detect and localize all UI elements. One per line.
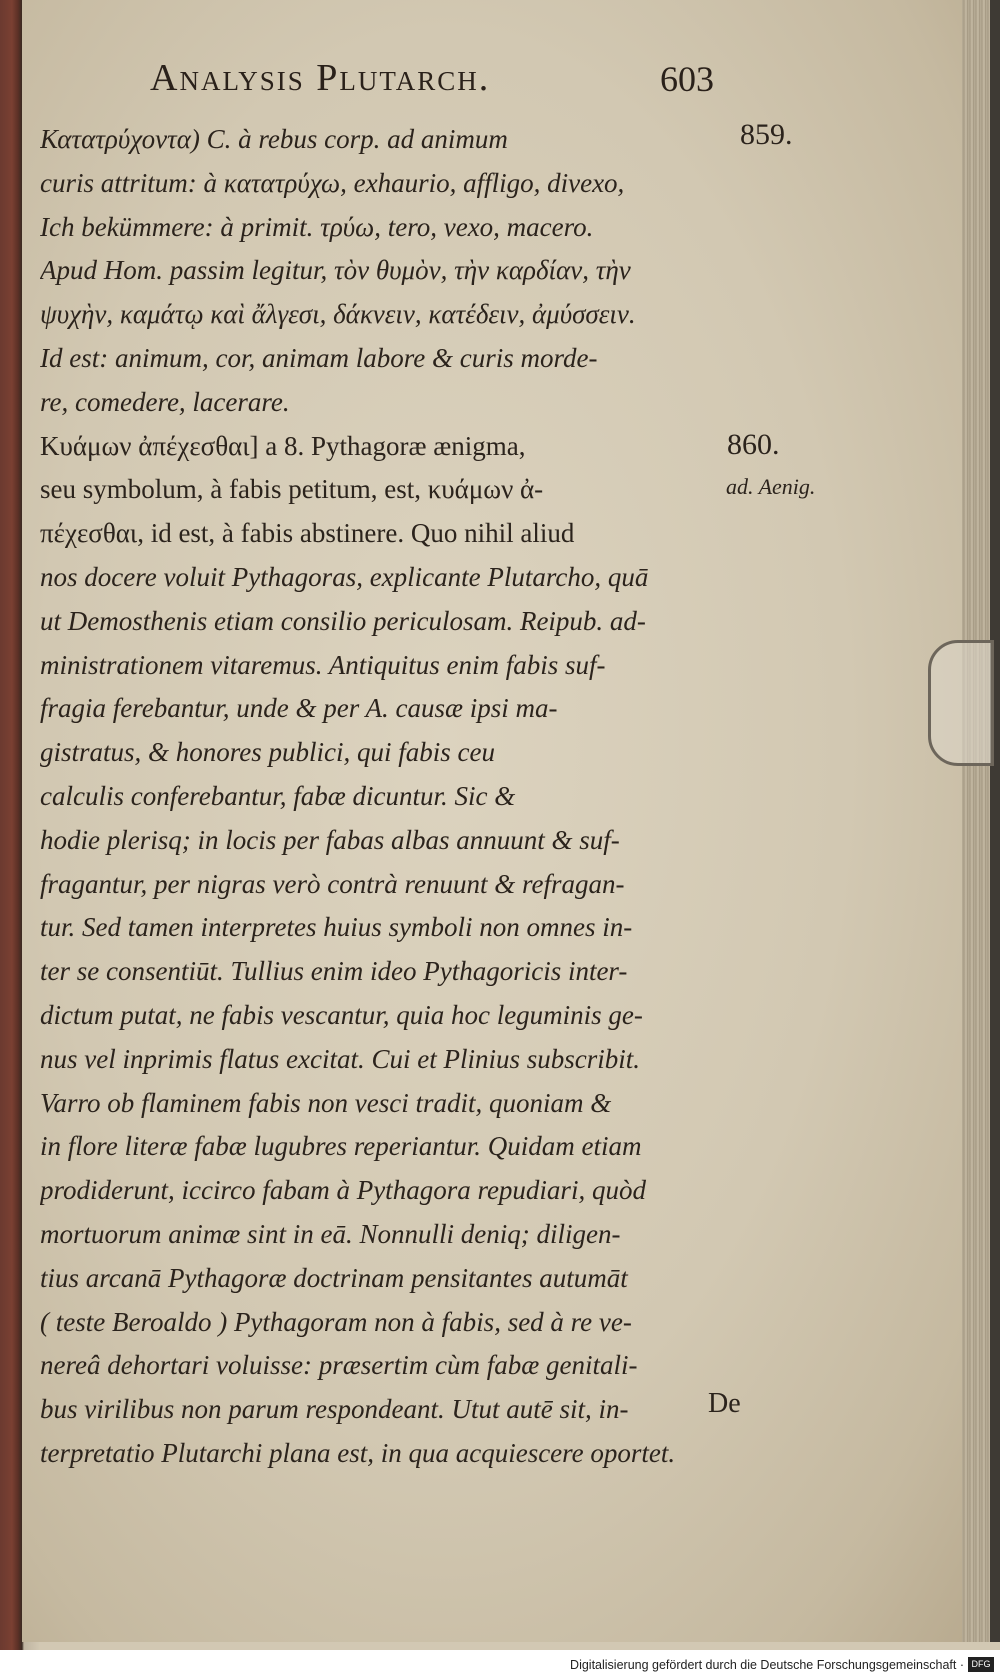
book-fore-edge: [962, 0, 1000, 1642]
text-line: ( teste Beroaldo ) Pythagoram non à fabis, sed à re ve-: [40, 1306, 632, 1337]
text-line: ter se consentiūt. Tullius enim ideo Pythagoricis inter-: [40, 956, 628, 987]
text-line: mortuorum animæ sint in eā. Nonnulli deniq; diligen-: [40, 1218, 621, 1249]
text-line: dictum putat, ne fabis vescantur, quia hoc leguminis ge-: [40, 999, 643, 1030]
text-line: nus vel inprimis flatus excitat. Cui et Plinius subscribit.: [40, 1043, 640, 1074]
text-line: re, comedere, lacerare.: [40, 386, 290, 417]
body-text: [40, 118, 740, 1476]
text-line: terpretatio Plutarchi plana est, in qua acquiescere oportet.: [40, 1437, 676, 1468]
footer-bar: [0, 1650, 1000, 1680]
text-line: Apud Hom. passim legitur, τὸν θυμὸν, τὴν καρδίαν, τὴν: [40, 255, 631, 286]
text-line: fragantur, per nigras verò contrà renuunt & refragan-: [40, 868, 625, 899]
text-line: calculis conferebantur, fabæ dicuntur. Sic &: [40, 780, 516, 811]
text-line: in flore literæ fabæ lugubres reperiantur. Quidam etiam: [40, 1131, 642, 1162]
text-line: πέχεσθαι, id est, à fabis abstinere. Quo nihil aliud: [40, 518, 575, 549]
text-line: seu symbolum, à fabis petitum, est, κυάμων ἀ-: [40, 474, 544, 505]
running-head: Analysis Plutarch.: [150, 57, 491, 99]
catchword: De: [708, 1388, 741, 1419]
dfg-logo: DFG: [968, 1657, 994, 1672]
text-line: ministrationem vitaremus. Antiquitus enim fabis suf-: [40, 649, 606, 680]
margin-note-860: 860.: [727, 428, 780, 461]
footer-credit: Digitalisierung gefördert durch die Deutsche Forschungsgemeinschaft ·: [570, 1658, 964, 1672]
text-line: ut Demosthenis etiam consilio periculosam. Reipub. ad-: [40, 605, 646, 636]
margin-note-aenig: ad. Aenig.: [726, 474, 816, 499]
text-line: Varro ob flaminem fabis non vesci tradit, quoniam &: [40, 1087, 612, 1118]
page-number: 603: [660, 59, 714, 99]
text-line: Κυάμων ἀπέχεσθαι] a 8. Pythagoræ ænigma,: [40, 430, 526, 461]
text-line: Κατατρύχοντα) C. à rebus corp. ad animum: [40, 124, 508, 154]
text-line: tur. Sed tamen interpretes huius symboli non omnes in-: [40, 912, 633, 943]
margin-note-859: 859.: [740, 118, 793, 151]
text-line: curis attritum: à κατατρύχω, exhaurio, affligo, divexo,: [40, 167, 625, 198]
text-line: tius arcanā Pythagoræ doctrinam pensitantes autumāt: [40, 1262, 628, 1293]
page-clip-bookmark: [928, 640, 994, 766]
text-line: nereâ dehortari voluisse: præsertim cùm fabæ genitali-: [40, 1350, 638, 1381]
text-line: Id est: animum, cor, animam labore & curis morde-: [40, 342, 598, 373]
text-line: prodiderunt, iccirco fabam à Pythagora repudiari, quòd: [40, 1175, 646, 1206]
text-line: fragia ferebantur, unde & per A. causæ ipsi ma-: [40, 693, 558, 724]
text-line: bus virilibus non parum respondeant. Utut autē sit, in-: [40, 1394, 629, 1425]
text-line: ψυχὴν, καμάτῳ καὶ ἄλγεσι, δάκνειν, κατέδειν, ἀμύσσειν.: [40, 299, 636, 330]
book-edge-shadow: [990, 0, 1000, 1642]
text-line: nos docere voluit Pythagoras, explicante Plutarcho, quā: [40, 561, 649, 592]
text-line: gistratus, & honores publici, qui fabis ceu: [40, 737, 495, 768]
text-line: hodie plerisq; in locis per fabas albas annuunt & suf-: [40, 824, 620, 855]
text-line: Ich bekümmere: à primit. τρύω, tero, vexo, macero.: [40, 211, 594, 242]
